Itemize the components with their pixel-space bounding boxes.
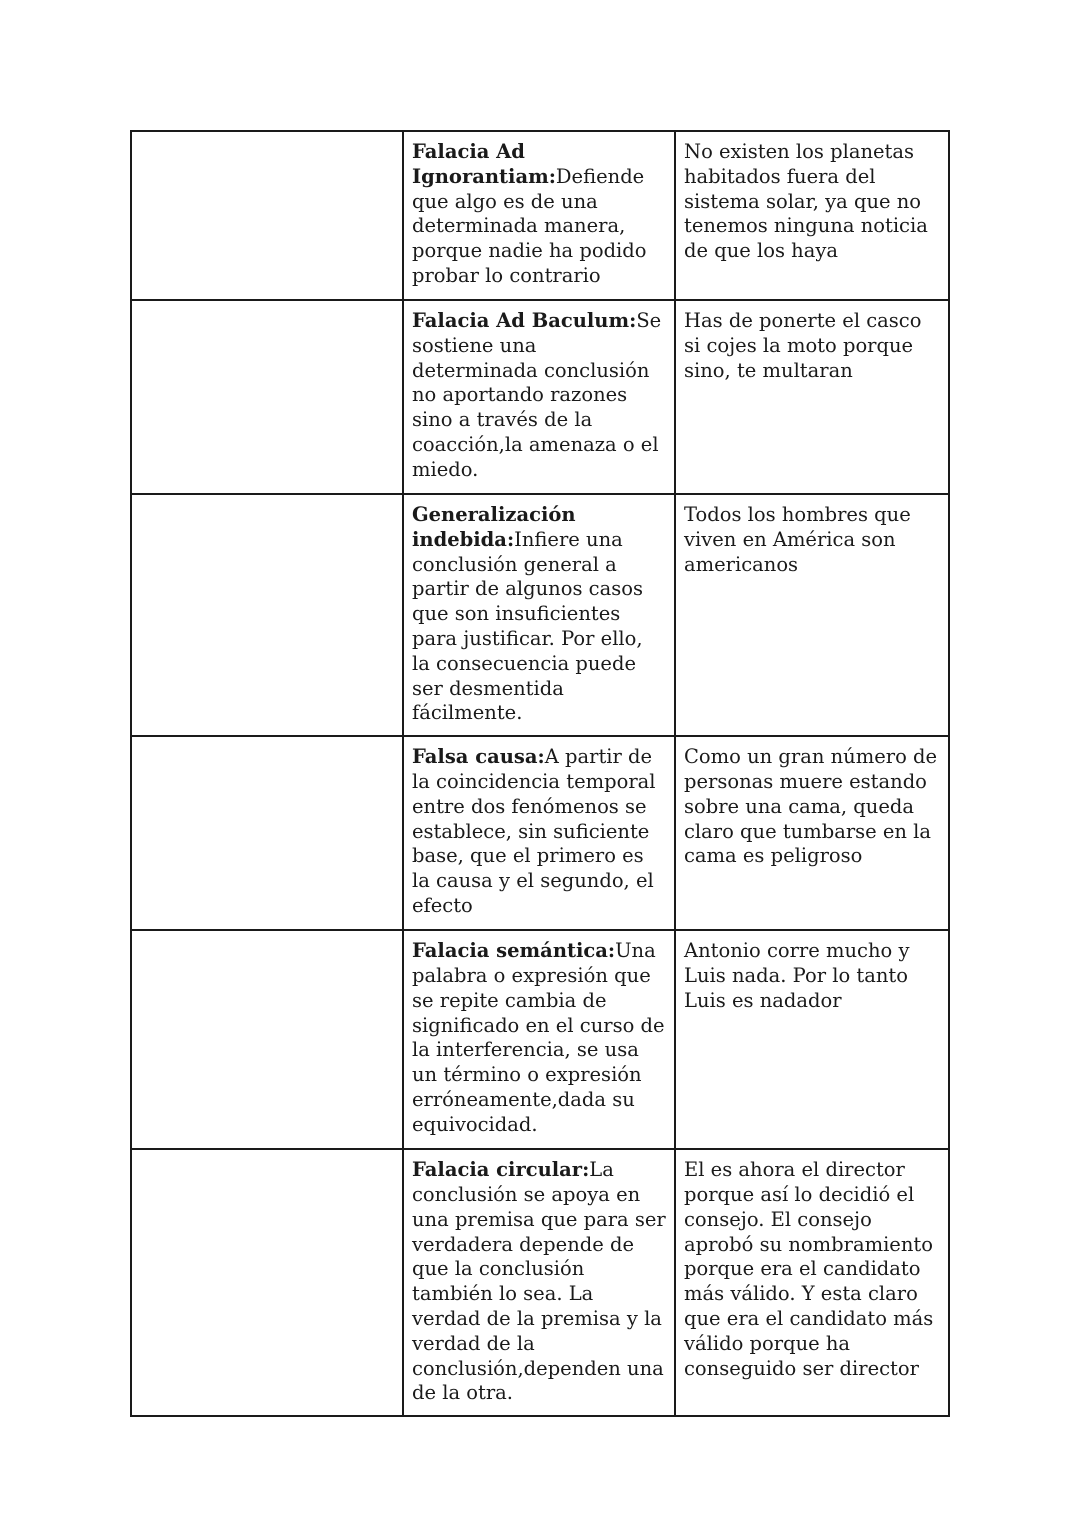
example-cell bbox=[675, 1149, 949, 1416]
fallacy-example: No existen los planetas habitados fuera del sistema solar, ya que no tenemos ninguna noticia de que los haya bbox=[684, 140, 928, 263]
table-row bbox=[131, 930, 949, 1149]
fallacy-example: Has de ponerte el casco si cojes la moto porque sino, te multaran bbox=[684, 309, 922, 382]
fallacy-term: Falsa causa: bbox=[412, 745, 545, 769]
fallacy-definition: A partir de la coincidencia temporal entre dos fenómenos se establece, sin suficiente base, que el primero es la causa y el segundo, el efecto bbox=[412, 745, 656, 917]
empty-cell bbox=[131, 131, 403, 300]
table-row bbox=[131, 131, 949, 300]
definition-cell bbox=[403, 1149, 675, 1416]
fallacy-example: Antonio corre mucho y Luis nada. Por lo tanto Luis es nadador bbox=[684, 939, 910, 1012]
definition-cell bbox=[403, 131, 675, 300]
empty-cell bbox=[131, 736, 403, 930]
fallacy-term: Generalización indebida: bbox=[412, 503, 576, 551]
empty-cell bbox=[131, 1149, 403, 1416]
table-row bbox=[131, 494, 949, 736]
table-row bbox=[131, 736, 949, 930]
example-cell bbox=[675, 131, 949, 300]
example-cell bbox=[675, 736, 949, 930]
table-row bbox=[131, 1149, 949, 1416]
fallacy-example: El es ahora el director porque así lo decidió el consejo. El consejo aprobó su nombramiento porque era el candidato más válido. Y esta claro que era el candidato más válido porque ha conseguido ser director bbox=[684, 1158, 934, 1380]
fallacy-term: Falacia circular: bbox=[412, 1158, 590, 1182]
empty-cell bbox=[131, 494, 403, 736]
empty-cell bbox=[131, 300, 403, 494]
fallacy-term: Falacia Ad Ignorantiam: bbox=[412, 140, 556, 188]
table-row bbox=[131, 300, 949, 494]
definition-cell bbox=[403, 494, 675, 736]
fallacy-example: Todos los hombres que viven en América son americanos bbox=[684, 503, 911, 576]
fallacy-definition: Se sostiene una determinada conclusión no aportando razones sino a través de la coacción,la amenaza o el miedo. bbox=[412, 309, 662, 481]
fallacy-term: Falacia semántica: bbox=[412, 939, 616, 963]
fallacy-definition: Infiere una conclusión general a partir de algunos casos que son insuficientes para justificar. Por ello, la consecuencia puede ser desmentida fácilmente. bbox=[412, 527, 643, 725]
definition-cell bbox=[403, 736, 675, 930]
fallacy-definition: Defiende que algo es de una determinada manera, porque nadie ha podido probar lo contrario bbox=[412, 164, 647, 287]
fallacy-term: Falacia Ad Baculum: bbox=[412, 309, 637, 332]
definition-cell bbox=[403, 930, 675, 1149]
fallacy-definition: La conclusión se apoya en una premisa que para ser verdadera depende de que la conclusión también lo sea. La verdad de la premisa y la verdad de la conclusión,dependen una de la otra. bbox=[412, 1158, 666, 1405]
fallacies-table bbox=[130, 130, 950, 1417]
example-cell bbox=[675, 300, 949, 494]
definition-cell bbox=[403, 300, 675, 494]
fallacy-example: Como un gran número de personas muere estando sobre una cama, queda claro que tumbarse en la cama es peligroso bbox=[684, 745, 938, 868]
example-cell bbox=[675, 494, 949, 736]
example-cell bbox=[675, 930, 949, 1149]
fallacy-definition: Una palabra o expresión que se repite cambia de significado en el curso de la interferencia, se usa un término o expresión erróneamente,dada su equivocidad. bbox=[412, 939, 665, 1136]
empty-cell bbox=[131, 930, 403, 1149]
